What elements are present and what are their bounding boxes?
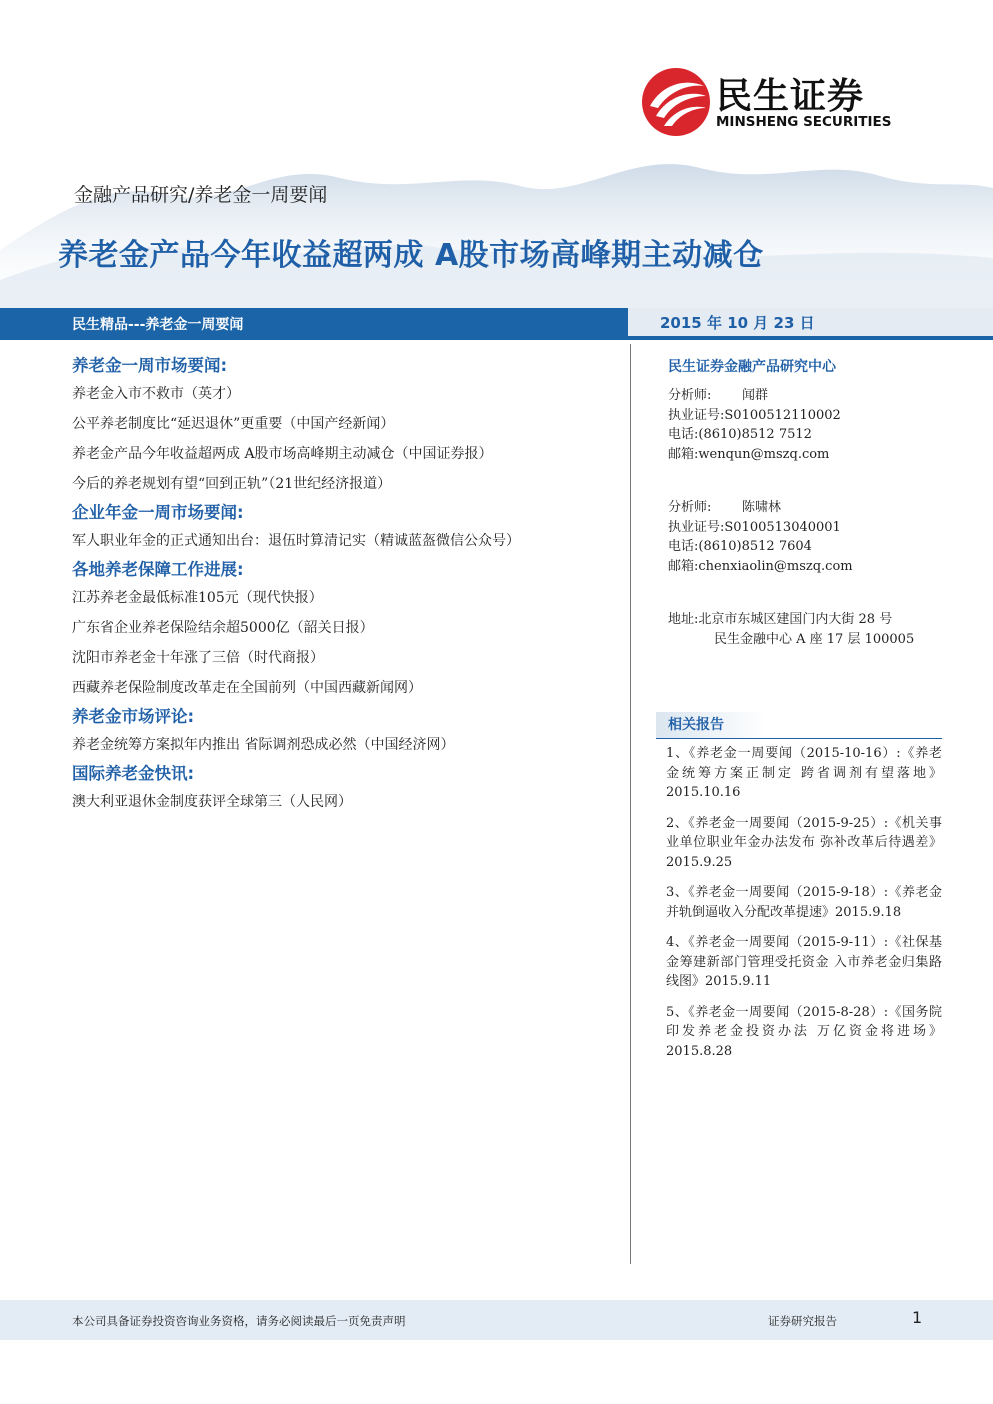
phone-label: 电话: [668, 539, 699, 554]
news-item: 今后的养老规划有望“回到正轨”（21世纪经济报道） [72, 476, 392, 492]
news-item: 江苏养老金最低标准105元（现代快报） [72, 590, 323, 606]
news-section [72, 704, 624, 760]
cert-label: 执业证号: [668, 407, 725, 423]
news-section [72, 761, 624, 817]
research-center-title: 民生证券金融产品研究中心 [668, 359, 836, 375]
related-report-item[interactable]: 2、《养老金一周要闻（2015-9-25）:《机关事业单位职业年金办法发布 弥补改革后待遇差》2015.9.25 [666, 815, 942, 870]
analyst-label: 分析师: [668, 388, 712, 403]
news-item: 养老金产品今年收益超两成 A股市场高峰期主动减仓（中国证券报） [72, 446, 493, 462]
section-title: 养老金市场评论: [72, 707, 195, 726]
report-title: 养老金产品今年收益超两成 A股市场高峰期主动减仓 [58, 238, 764, 273]
minsheng-logo [640, 62, 920, 144]
address-line: 民生金融中心 A 座 17 层 100005 [714, 631, 915, 647]
section-title: 企业年金一周市场要闻: [72, 503, 244, 522]
related-report-item[interactable]: 4、《养老金一周要闻（2015-9-11）:《社保基金筹建新部门管理受托资金 入市养老金归集路线图》2015.9.11 [666, 935, 942, 989]
cert-number: S0100512110002 [724, 407, 841, 423]
analyst-card [668, 498, 948, 576]
news-section [72, 353, 624, 499]
news-item: 公平养老制度比“延迟退休”更重要（中国产经新闻） [72, 416, 395, 432]
phone-number: (8610)8512 7604 [698, 539, 812, 554]
phone-number: (8610)8512 7512 [698, 427, 812, 442]
analyst-name: 闻群 [742, 388, 769, 403]
news-item: 西藏养老保险制度改革走在全国前列（中国西藏新闻网） [72, 680, 422, 696]
related-report-item[interactable]: 3、《养老金一周要闻（2015-9-18）:《养老金并轨倒逼收入分配改革提速》2015.9.18 [666, 885, 942, 920]
section-title: 各地养老保障工作进展: [72, 560, 244, 579]
news-section [72, 557, 624, 703]
related-reports-header [656, 712, 942, 739]
related-reports-list [666, 744, 942, 1072]
logo-name-cn: 民生证券 [716, 76, 865, 117]
analyst-name: 陈啸林 [742, 500, 782, 515]
footer-disclaimer: 本公司具备证券投资咨询业务资格，请务必阅读最后一页免责声明 [72, 1314, 406, 1328]
news-item: 军人职业年金的正式通知出台：退伍时算清记实（精诚蓝盔微信公众号） [72, 533, 520, 549]
email-label: 邮箱: [668, 446, 699, 462]
analyst-column [668, 352, 948, 649]
logo-name-en: MINSHENG SECURITIES [716, 114, 892, 130]
column-divider [630, 344, 631, 1264]
news-item: 养老金入市不救市（英才） [72, 386, 240, 402]
cert-number: S0100513040001 [724, 519, 841, 535]
logo-emblem-icon [640, 66, 712, 138]
analyst-label: 分析师: [668, 500, 712, 515]
section-title: 养老金一周市场要闻: [72, 356, 228, 375]
email-address[interactable]: chenxiaolin@mszq.com [698, 558, 853, 574]
news-section [72, 500, 624, 556]
cert-label: 执业证号: [668, 519, 725, 535]
address-block [668, 610, 948, 649]
news-item: 养老金统筹方案拟年内推出 省际调剂恐成必然（中国经济网） [72, 737, 455, 753]
address-line: 北京市东城区建国门内大街 28 号 [698, 612, 893, 627]
report-date: 2015 年 10 月 23 日 [660, 314, 815, 332]
phone-label: 电话: [668, 427, 699, 442]
news-item: 广东省企业养老保险结余超5000亿（韶关日报） [72, 620, 374, 636]
related-report-item[interactable]: 5、《养老金一周要闻（2015-8-28）:《国务院印发养老金投资办法 万亿资金将进场》2015.8.28 [666, 1004, 942, 1059]
related-report-item[interactable]: 1、《养老金一周要闻（2015-10-16）:《养老金统筹方案正制定 跨省调剂有望落地》2015.10.16 [666, 746, 942, 800]
report-category: 金融产品研究/养老金一周要闻 [74, 184, 328, 206]
related-reports-title: 相关报告 [668, 717, 724, 733]
news-item: 沈阳市养老金十年涨了三倍（时代商报） [72, 650, 324, 666]
footer-report-type: 证券研究报告 [768, 1314, 837, 1328]
news-column [72, 352, 624, 817]
banner-label: 民生精品---养老金一周要闻 [72, 317, 244, 333]
news-item: 澳大利亚退休金制度获评全球第三（人民网） [72, 794, 352, 810]
section-title: 国际养老金快讯: [72, 764, 195, 783]
email-address[interactable]: wenqun@mszq.com [698, 446, 830, 462]
page-number: 1 [912, 1308, 923, 1327]
email-label: 邮箱: [668, 558, 699, 574]
address-label: 地址: [668, 612, 699, 627]
analyst-card [668, 386, 948, 464]
